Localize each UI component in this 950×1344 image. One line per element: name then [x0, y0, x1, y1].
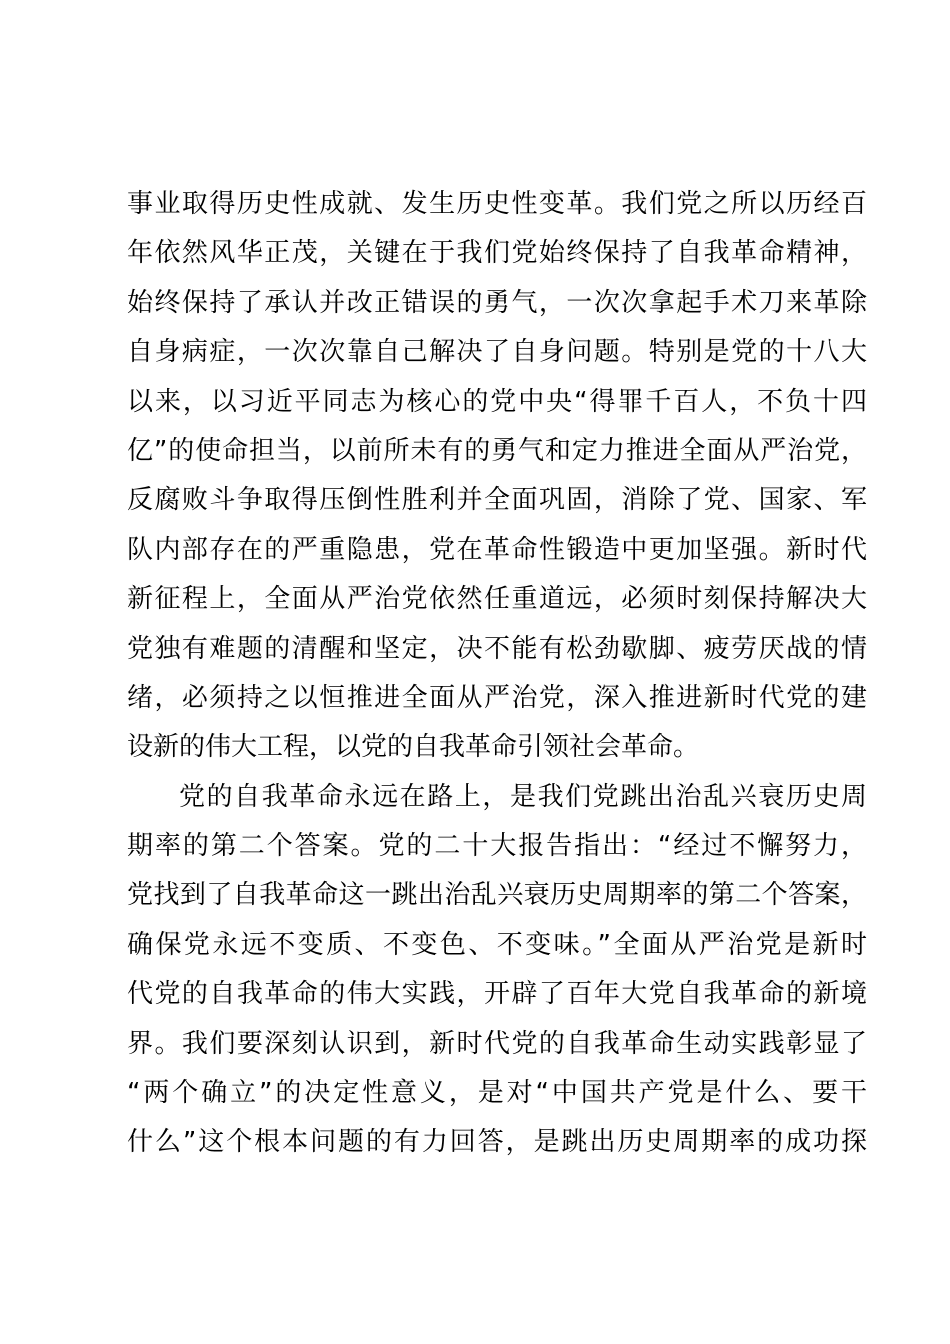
text-line: 反腐败斗争取得压倒性胜利并全面巩固，消除了党、国家、军	[127, 485, 867, 516]
text-line: 设新的伟大工程，以党的自我革命引领社会革命。	[127, 732, 700, 763]
text-line: 确保党永远不变质、不变色、不变味。”全面从严治党是新时	[127, 929, 867, 960]
text-line: 界。我们要深刻认识到，新时代党的自我革命生动实践彰显了	[127, 1028, 867, 1059]
body-text	[127, 180, 867, 1168]
text-line: 始终保持了承认并改正错误的勇气，一次次拿起手术刀来革除	[127, 287, 867, 318]
text-line: 代党的自我革命的伟大实践，开辟了百年大党自我革命的新境	[127, 979, 867, 1010]
text-line: 党找到了自我革命这一跳出治乱兴衰历史周期率的第二个答案，	[127, 880, 867, 911]
text-line: “两个确立”的决定性意义，是对“中国共产党是什么、要干	[127, 1078, 867, 1109]
text-line: 党的自我革命永远在路上，是我们党跳出治乱兴衰历史周	[179, 781, 867, 812]
text-line: 队内部存在的严重隐患，党在革命性锻造中更加坚强。新时代	[127, 534, 867, 565]
text-line: 亿”的使命担当，以前所未有的勇气和定力推进全面从严治党，	[127, 435, 867, 466]
text-line: 新征程上，全面从严治党依然任重道远，必须时刻保持解决大	[127, 584, 867, 615]
text-line: 自身病症，一次次靠自己解决了自身问题。特别是党的十八大	[127, 337, 867, 368]
text-line: 事业取得历史性成就、发生历史性变革。我们党之所以历经百	[127, 189, 867, 219]
paragraph-1	[127, 180, 867, 773]
text-line: 年依然风华正茂，关键在于我们党始终保持了自我革命精神，	[127, 238, 867, 269]
text-line: 以来，以习近平同志为核心的党中央“得罪千百人，不负十四	[127, 386, 867, 417]
text-line: 期率的第二个答案。党的二十大报告指出：“经过不懈努力，	[127, 831, 867, 862]
text-line: 党独有难题的清醒和坚定，决不能有松劲歇脚、疲劳厌战的情	[127, 633, 867, 664]
paragraph-2	[127, 773, 867, 1168]
text-line: 绪，必须持之以恒推进全面从严治党，深入推进新时代党的建	[127, 682, 867, 713]
text-line: 什么”这个根本问题的有力回答，是跳出历史周期率的成功探	[127, 1127, 867, 1158]
